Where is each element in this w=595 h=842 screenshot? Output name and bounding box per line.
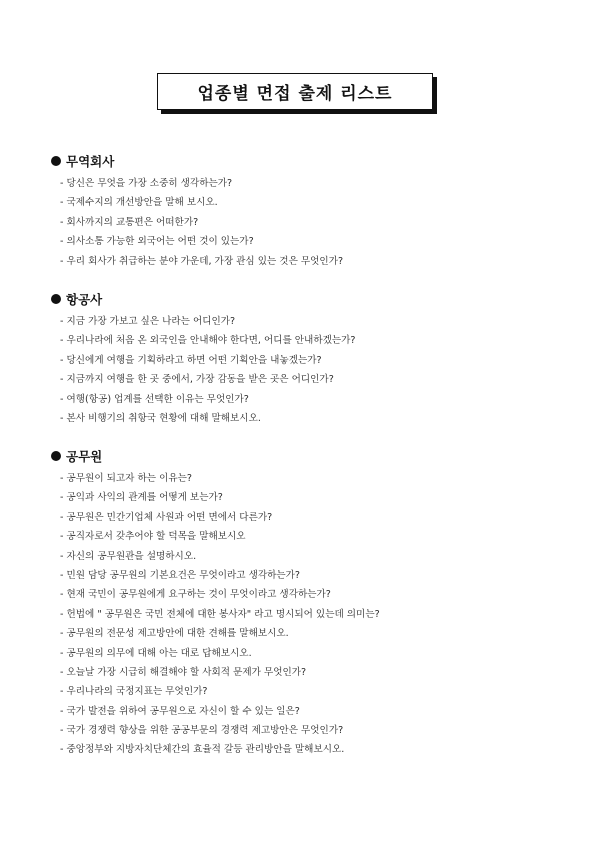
bullet-icon (51, 294, 61, 304)
section-airline (51, 289, 571, 428)
question-item: - 의사소통 가능한 외국어는 어떤 것이 있는가? (60, 236, 254, 248)
question-item: - 국가 경쟁력 향상을 위한 공공부문의 경쟁력 제고방안은 무엇인가? (60, 725, 344, 737)
question-item: - 지금 가장 가보고 싶은 나라는 어디인가? (60, 316, 236, 327)
title-box (157, 73, 433, 110)
section-heading (51, 446, 571, 466)
question-item: - 우리 회사가 취급하는 분야 가운데, 가장 관심 있는 것은 무엇인가? (60, 255, 344, 267)
bullet-icon (51, 156, 61, 166)
question-item: - 공무원의 의무에 대해 아는 대로 답해보시오. (60, 647, 252, 659)
question-item: - 당신에게 여행을 기획하라고 하면 어떤 기획안을 내놓겠는가? (60, 354, 322, 366)
question-list (51, 469, 571, 760)
question-item: - 자신의 공무원관을 설명하시오. (60, 550, 197, 562)
section-heading-label: 항공사 (66, 292, 103, 307)
question-item: - 공무원은 민간기업체 사원과 어떤 면에서 다른가? (60, 511, 273, 523)
section-heading-label: 공무원 (66, 449, 103, 464)
question-item: - 공직자로서 갖추어야 할 덕목을 말해보시오 (60, 531, 246, 543)
section-heading (51, 151, 571, 171)
section-public-servant (51, 446, 571, 760)
page-title: 업종별 면접 출제 리스트 (197, 84, 393, 104)
question-item: - 회사까지의 교통편은 어떠한가? (60, 216, 199, 228)
question-item: - 당신은 무엇을 가장 소중히 생각하는가? (60, 178, 233, 189)
question-item: - 여행(항공) 업계를 선택한 이유는 무엇인가? (60, 393, 249, 405)
question-list (51, 174, 571, 271)
question-item: - 지금까지 여행을 한 곳 중에서, 가장 감동을 받은 곳은 어디인가? (60, 374, 334, 386)
question-item: - 오늘날 가장 시급히 해결해야 할 사회적 문제가 무엇인가? (60, 666, 307, 678)
question-item: - 국가 발전을 위하여 공무원으로 자신이 할 수 있는 일은? (60, 705, 300, 717)
question-item: - 민원 담당 공무원의 기본요건은 무엇이라고 생각하는가? (60, 569, 301, 581)
title-frame (157, 73, 433, 110)
question-item: - 공익과 사익의 관계를 어떻게 보는가? (60, 492, 223, 504)
question-item: - 국제수지의 개선방안을 말해 보시오. (60, 197, 218, 209)
question-item: - 중앙정부와 지방자치단체간의 효율적 갈등 관리방안을 말해보시오. (60, 744, 345, 756)
section-heading (51, 289, 571, 309)
question-item: - 우리나라의 국정지표는 무엇인가? (60, 686, 208, 698)
question-item: - 공무원이 되고자 하는 이유는? (60, 473, 192, 484)
question-list (51, 312, 571, 428)
section-heading-label: 무역회사 (66, 154, 115, 169)
section-trading-company (51, 151, 571, 271)
bullet-icon (51, 451, 61, 461)
question-item: - 공무원의 전문성 제고방안에 대한 견해를 말해보시오. (60, 628, 289, 640)
question-item: - 본사 비행기의 취항국 현황에 대해 말해보시오. (60, 412, 261, 424)
question-item: - 우리나라에 처음 온 외국인을 안내해야 한다면, 어디를 안내하겠는가? (60, 335, 356, 347)
question-item: - 헌법에 " 공무원은 국민 전체에 대한 봉사자" 라고 명시되어 있는데 의미는? (60, 608, 380, 620)
question-item: - 현재 국민이 공무원에게 요구하는 것이 무엇이라고 생각하는가? (60, 589, 331, 601)
